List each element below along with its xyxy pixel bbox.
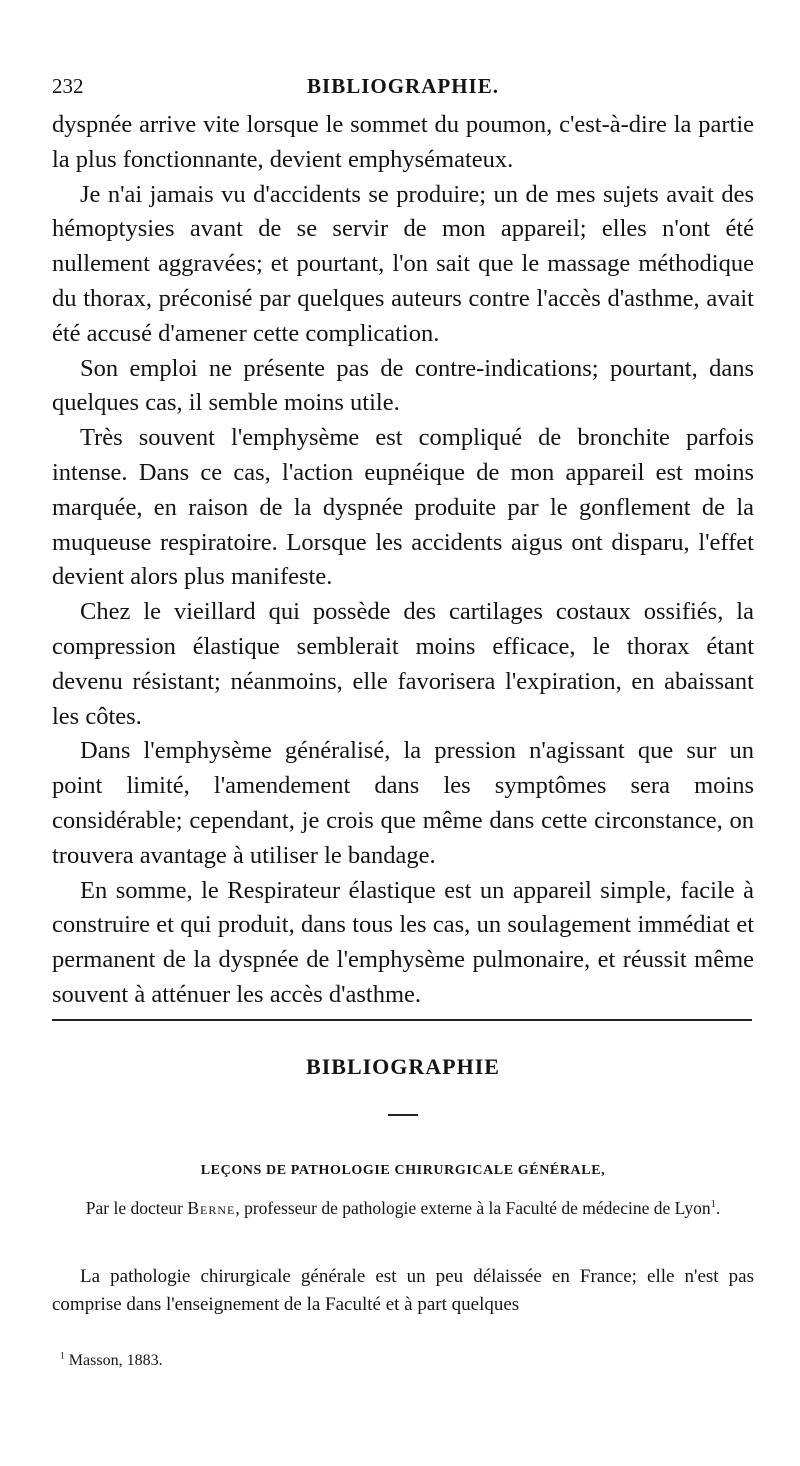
footnote-marker: 1 xyxy=(60,1350,65,1362)
running-head: BIBLIOGRAPHIE. xyxy=(307,74,499,98)
review-paragraph: La pathologie chirurgicale générale est un peu délaissée en France; elle n'est pas comprise dans l'enseignement de la Faculté et à part quelques xyxy=(52,1266,754,1315)
bibliography-heading: BIBLIOGRAPHIE xyxy=(306,1054,500,1079)
paragraph: Dans l'emphysème généralisé, la pression n'agissant que sur un point limité, l'amendement dans les symptômes sera moins considérable; cependant, je crois que même dans cette circonstance, on trouvera avantage à utiliser le bandage. xyxy=(52,737,754,869)
section-divider xyxy=(52,1019,752,1021)
book-page xyxy=(52,0,754,1466)
author-name: Berne xyxy=(187,1198,236,1218)
paragraph: Je n'ai jamais vu d'accidents se produire; un de mes sujets avait des hémoptysies avant de se servir de mon appareil; elles n'ont été nullement aggravées; et pourtant, l'on sait que le massage méthodique du thorax, préconisé par quelques auteurs contre l'accès d'asthme, avait été accusé d'amener cette complication. xyxy=(52,180,754,347)
footnote-reference: 1 xyxy=(710,1199,716,1211)
paragraph: dyspnée arrive vite lorsque le sommet du poumon, c'est-à-dire la partie la plus fonctionnante, devient emphysémateux. xyxy=(52,111,754,173)
paragraph: Son emploi ne présente pas de contre-indications; pourtant, dans quelques cas, il semble moins utile. xyxy=(52,354,754,417)
paragraph: Chez le vieillard qui possède des cartilages costaux ossifiés, la compression élastique semblerait moins efficace, le thorax étant devenu résistant; néanmoins, elle favorisera l'expiration, en abaissant les côtes. xyxy=(52,598,754,730)
page-header xyxy=(52,74,754,100)
book-title: LEÇONS DE PATHOLOGIE CHIRURGICALE GÉNÉRALE, xyxy=(200,1163,606,1178)
paragraph: En somme, le Respirateur élastique est un appareil simple, facile à construire et qui produit, dans tous les cas, un soulagement immédiat et permanent de la dyspnée de l'emphysème pulmonaire, et réussit même souvent à atténuer les accès d'asthme. xyxy=(52,876,754,1008)
author-line-end: . xyxy=(715,1198,721,1218)
page-number: 232 xyxy=(52,74,84,98)
short-dash-divider xyxy=(388,1114,418,1116)
author-description: , professeur de pathologie externe à la Faculté de médecine de Lyon xyxy=(235,1198,711,1218)
author-prefix: Par le docteur xyxy=(85,1198,188,1218)
paragraph: Très souvent l'emphysème est compliqué de bronchite parfois intense. Dans ce cas, l'action eupnéique de mon appareil est moins marquée, en raison de la dyspnée produite par le gonflement de la muqueuse respiratoire. Lorsque les accidents aigus ont disparu, l'effet devient alors plus manifeste. xyxy=(52,424,754,591)
footnote xyxy=(60,1352,163,1370)
body-text xyxy=(52,108,754,1013)
footnote-text: Masson, 1883. xyxy=(64,1352,163,1369)
author-line xyxy=(52,1195,754,1221)
